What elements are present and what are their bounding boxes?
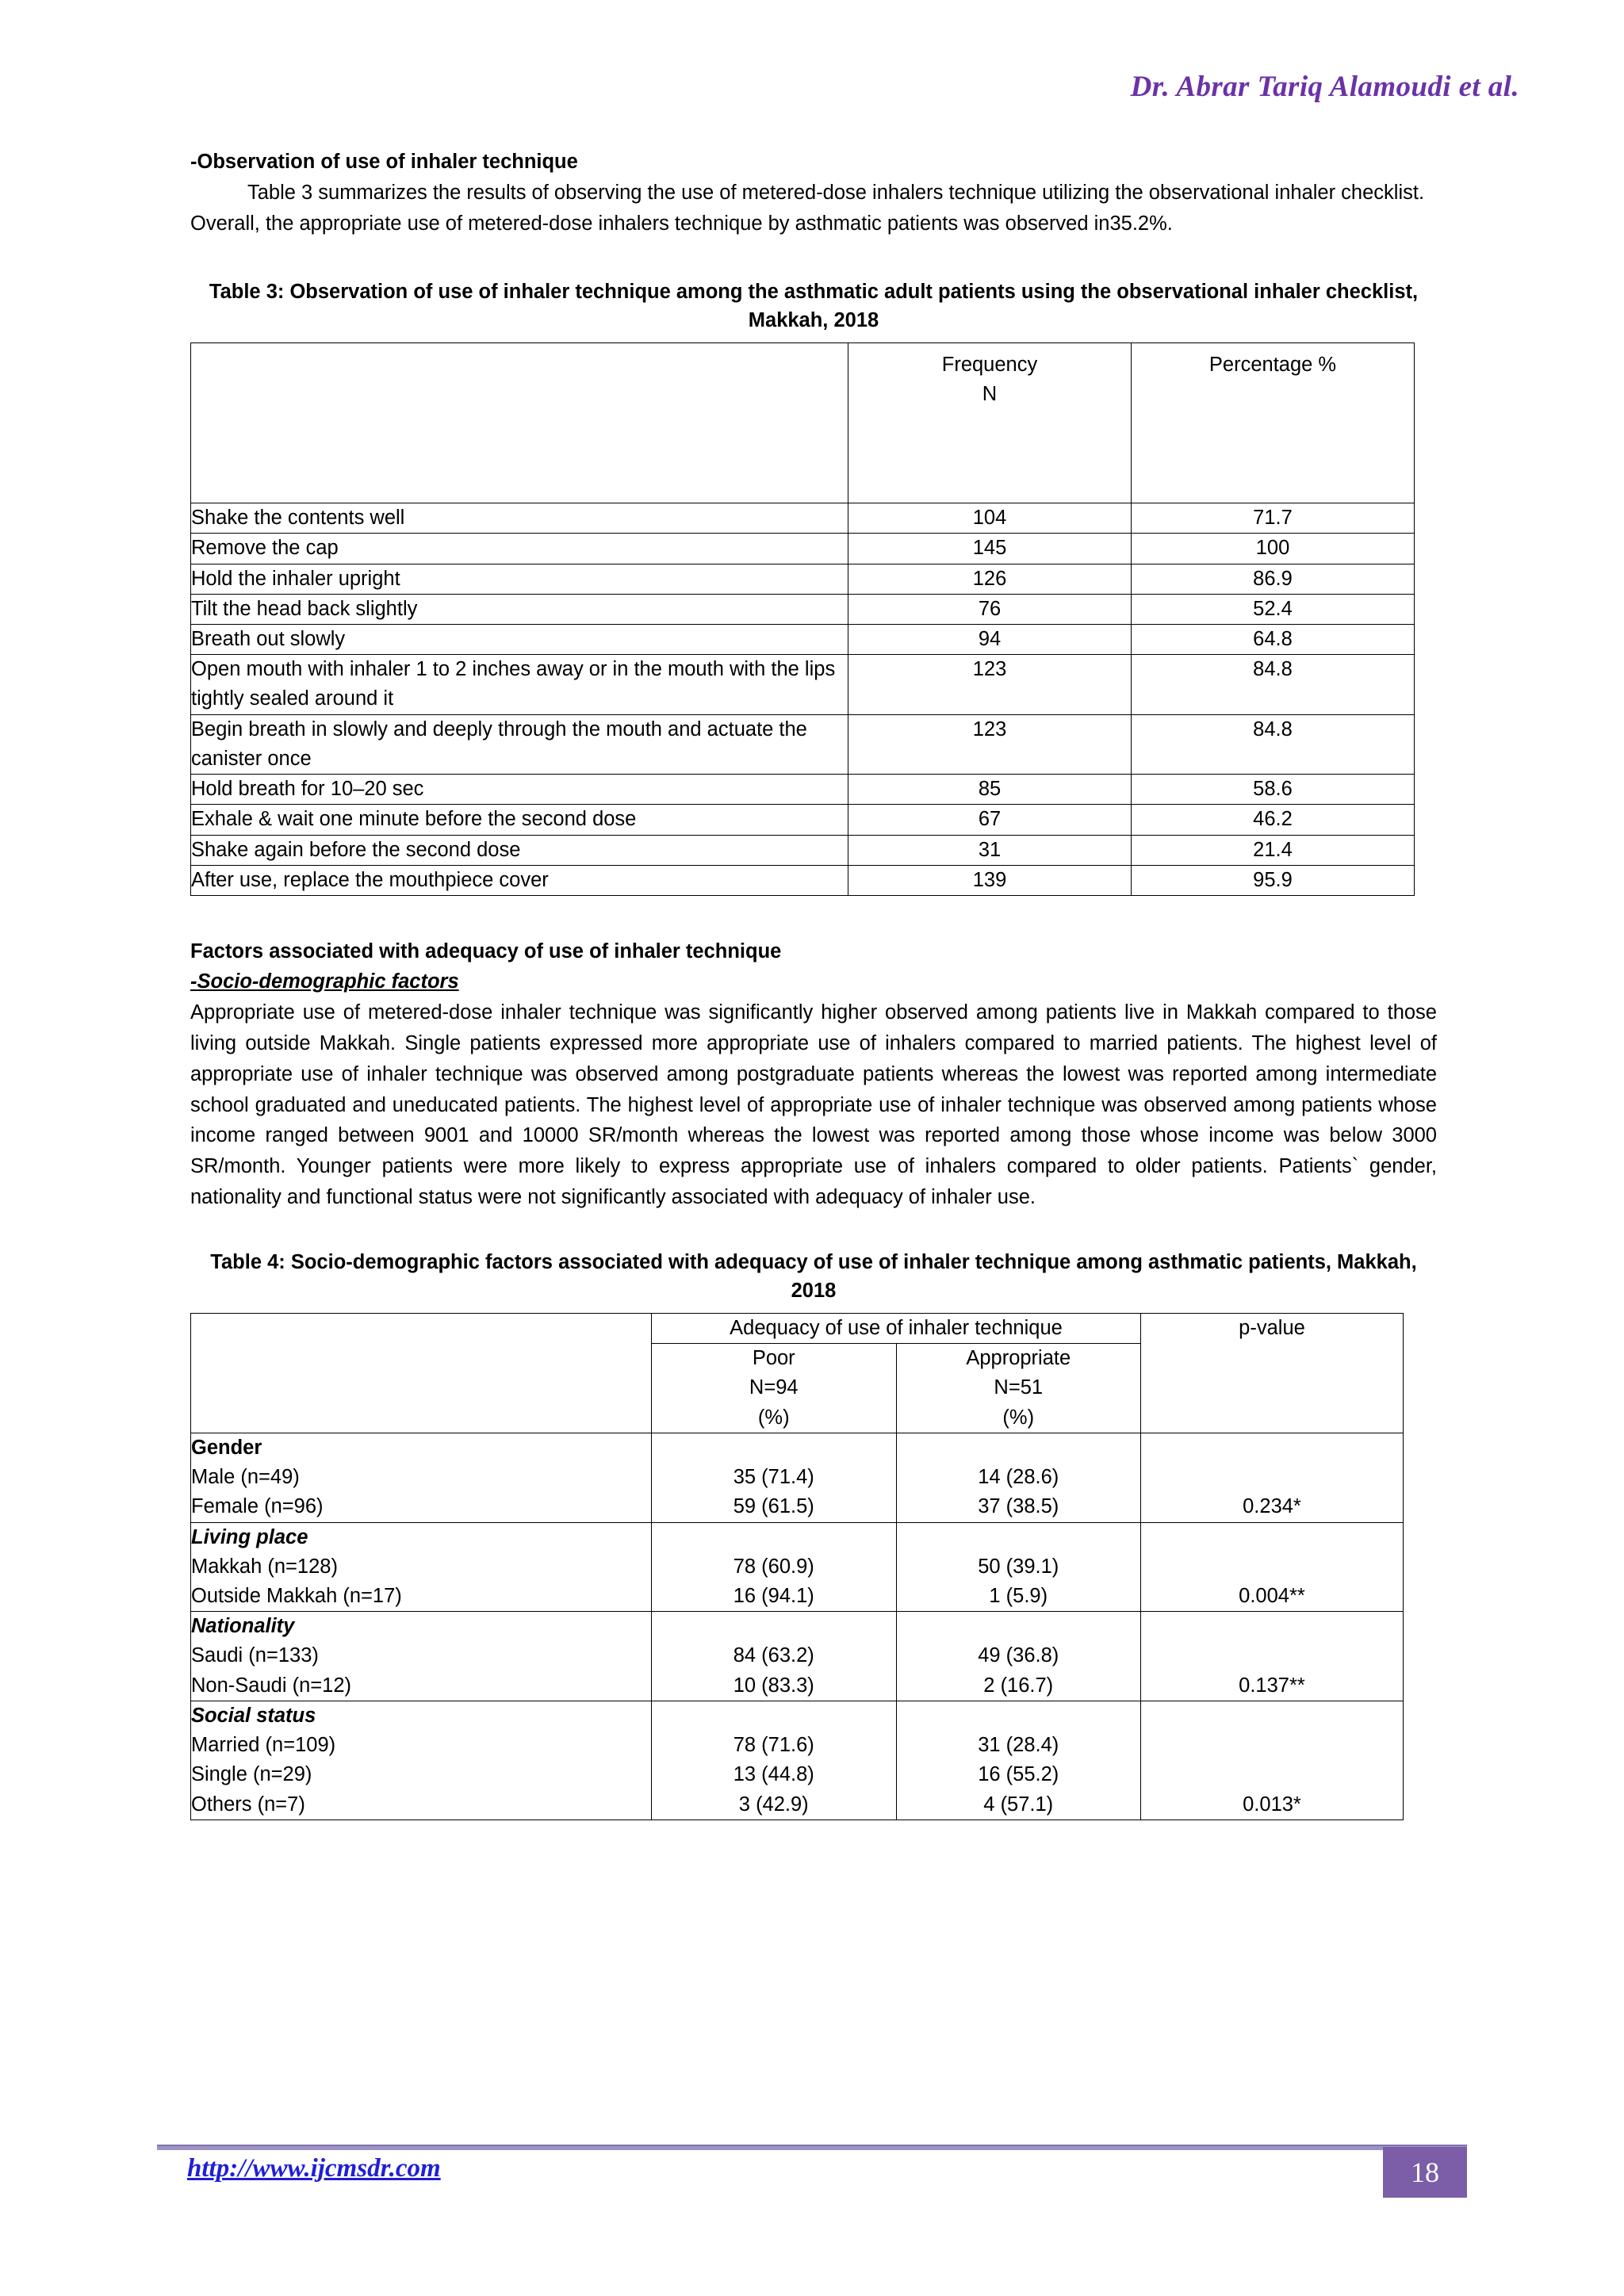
table4-pvalue-text: 0.234* bbox=[1243, 1495, 1301, 1518]
table3-cell-frequency: 145 bbox=[848, 534, 1132, 564]
table4-group-item: Outside Makkah (n=17) bbox=[191, 1584, 402, 1607]
table4-spacer-line bbox=[897, 1523, 1141, 1552]
table4-header-appropriate-line3: (%) bbox=[1002, 1406, 1035, 1429]
table3-cell-frequency: 31 bbox=[848, 835, 1132, 865]
table3-header-frequency bbox=[848, 343, 1132, 503]
table-row bbox=[191, 1612, 1404, 1701]
intro-paragraph-1 bbox=[190, 178, 1437, 209]
table-3 bbox=[190, 342, 1415, 896]
table4-cell-poor-value: 59 (61.5) bbox=[733, 1495, 814, 1518]
table4-spacer-line bbox=[1141, 1731, 1403, 1760]
table4-group-label-cell bbox=[191, 1522, 652, 1612]
table4-group-label: Living place bbox=[191, 1525, 308, 1548]
table4-cell-appropriate-value: 37 (38.5) bbox=[978, 1495, 1059, 1518]
table-row bbox=[191, 805, 1415, 835]
table4-cell-poor-value: 3 (42.9) bbox=[738, 1793, 809, 1816]
table3-cell-percentage: 64.8 bbox=[1132, 624, 1415, 654]
table4-header-blank bbox=[191, 1314, 652, 1433]
table4-cell-pvalue bbox=[1141, 1612, 1404, 1701]
table3-cell-percentage: 52.4 bbox=[1132, 594, 1415, 624]
table4-cell-appropriate bbox=[896, 1701, 1141, 1820]
table3-header-row bbox=[191, 343, 1415, 503]
table-row bbox=[191, 865, 1415, 895]
table3-caption: Table 3: Observation of use of inhaler technique among the asthmatic adult patients using the observational inhaler checklist, Makkah, 2018 bbox=[209, 280, 1419, 331]
table4-group-item: Non-Saudi (n=12) bbox=[191, 1674, 351, 1697]
table4-cell-pvalue bbox=[1141, 1433, 1404, 1522]
table4-pvalue-text: 0.013* bbox=[1243, 1793, 1301, 1816]
table4-cell-appropriate-value: 4 (57.1) bbox=[983, 1793, 1054, 1816]
table4-spacer-line bbox=[1141, 1433, 1403, 1463]
table4-cell-appropriate-value: 16 (55.2) bbox=[978, 1763, 1059, 1786]
table3-cell-item: Begin breath in slowly and deeply through the mouth and actuate the canister once bbox=[191, 714, 848, 774]
table-row bbox=[191, 624, 1415, 654]
table4-spacer-line bbox=[1141, 1552, 1403, 1582]
journal-url-link[interactable]: http://www.ijcmsdr.com bbox=[187, 2154, 441, 2183]
table3-cell-frequency: 94 bbox=[848, 624, 1132, 654]
table3-cell-item: Hold the inhaler upright bbox=[191, 564, 848, 594]
table3-header-percentage: Percentage % bbox=[1132, 343, 1415, 503]
table4-group-label: Gender bbox=[191, 1436, 262, 1459]
table3-body bbox=[191, 343, 1415, 896]
table3-cell-frequency: 123 bbox=[848, 714, 1132, 774]
factors-section-heading: Factors associated with adequacy of use of inhaler technique bbox=[190, 939, 782, 962]
table-row bbox=[191, 1522, 1404, 1612]
table4-header-poor-line1: Poor bbox=[752, 1347, 795, 1370]
table4-spacer-line bbox=[1141, 1641, 1403, 1670]
table-row bbox=[191, 835, 1415, 865]
table4-group-item: Male (n=49) bbox=[191, 1466, 300, 1489]
table-row bbox=[191, 775, 1415, 805]
table4-group-label: Social status bbox=[191, 1704, 316, 1727]
table3-cell-item: Breath out slowly bbox=[191, 624, 848, 654]
table4-cell-pvalue bbox=[1141, 1522, 1404, 1612]
table-row bbox=[191, 503, 1415, 534]
table4-header-appropriate-line2: N=51 bbox=[994, 1376, 1044, 1399]
table-row bbox=[191, 714, 1415, 774]
table3-cell-item: Tilt the head back slightly bbox=[191, 594, 848, 624]
table4-cell-poor-value: 13 (44.8) bbox=[733, 1763, 814, 1786]
table4-cell-appropriate-value: 31 (28.4) bbox=[978, 1734, 1059, 1757]
table3-cell-item: Hold breath for 10–20 sec bbox=[191, 775, 848, 805]
table4-header-poor bbox=[652, 1344, 897, 1433]
table4-body bbox=[191, 1314, 1404, 1820]
table3-cell-item: After use, replace the mouthpiece cover bbox=[191, 865, 848, 895]
table4-cell-poor-value: 10 (83.3) bbox=[733, 1674, 814, 1697]
table4-cell-poor bbox=[652, 1433, 897, 1522]
footer-divider bbox=[157, 2145, 1467, 2150]
table4-header-row-1 bbox=[191, 1314, 1404, 1344]
table3-cell-percentage: 58.6 bbox=[1132, 775, 1415, 805]
table3-header-item bbox=[191, 343, 848, 503]
table4-spacer-line bbox=[1141, 1463, 1403, 1492]
table4-cell-pvalue bbox=[1141, 1701, 1404, 1820]
table4-cell-poor-value: 78 (71.6) bbox=[733, 1734, 814, 1757]
table4-header-adequacy: Adequacy of use of inhaler technique bbox=[652, 1314, 1141, 1344]
table3-cell-item: Open mouth with inhaler 1 to 2 inches away or in the mouth with the lips tightly sealed around it bbox=[191, 655, 848, 714]
table4-cell-appropriate-value: 14 (28.6) bbox=[978, 1466, 1059, 1489]
table4-cell-poor-value: 84 (63.2) bbox=[733, 1644, 814, 1667]
table3-header-frequency-line1: Frequency bbox=[941, 354, 1038, 377]
table4-cell-appropriate bbox=[896, 1433, 1141, 1522]
table-row bbox=[191, 564, 1415, 594]
table4-group-label-cell bbox=[191, 1433, 652, 1522]
table4-spacer-line bbox=[897, 1612, 1141, 1641]
table4-spacer-line bbox=[652, 1433, 896, 1463]
table4-group-item: Others (n=7) bbox=[191, 1793, 305, 1816]
table4-group-item: Female (n=96) bbox=[191, 1495, 324, 1518]
table3-cell-frequency: 85 bbox=[848, 775, 1132, 805]
table4-pvalue-text: 0.137** bbox=[1239, 1674, 1305, 1697]
observation-section-heading: -Observation of use of inhaler technique bbox=[190, 151, 578, 173]
factors-paragraph: Appropriate use of metered-dose inhaler technique was significantly higher observed among patients live in Makkah compared to those living outside Makkah. Single patients expressed more appropriate use of inhalers compared to married patients. The highest level of appropriate use of inhaler technique was observed among postgraduate patients whereas the lowest was reported among intermediate school graduated and uneducated patients. The highest level of appropriate use of inhaler technique was observed among patients whose income ranged between 9001 and 10000 SR/month whereas the lowest was reported among those whose income was below 3000 SR/month. Younger patients were more likely to express appropriate use of inhalers compared to older patients. Patients` gender, nationality and functional status were not significantly associated with adequacy of inhaler use. bbox=[190, 1001, 1437, 1208]
table4-group-item: Single (n=29) bbox=[191, 1763, 312, 1786]
table3-cell-percentage: 71.7 bbox=[1132, 503, 1415, 534]
running-head: Dr. Abrar Tariq Alamoudi et al. bbox=[1130, 71, 1519, 103]
socio-demographic-subheading: -Socio-demographic factors bbox=[190, 970, 459, 993]
table3-cell-percentage: 21.4 bbox=[1132, 835, 1415, 865]
table3-cell-item: Shake the contents well bbox=[191, 503, 848, 534]
intro-paragraph-1-text: Table 3 summarizes the results of observing the use of metered-dose inhalers technique utilizing the observational inhaler checklist. bbox=[247, 182, 1425, 205]
table3-cell-item: Remove the cap bbox=[191, 534, 848, 564]
table-row bbox=[191, 655, 1415, 714]
table4-pvalue-text: 0.004** bbox=[1239, 1584, 1305, 1607]
table3-cell-percentage: 86.9 bbox=[1132, 564, 1415, 594]
table3-cell-item: Exhale & wait one minute before the second dose bbox=[191, 805, 848, 835]
table-row bbox=[191, 594, 1415, 624]
table4-header-pvalue: p-value bbox=[1141, 1314, 1404, 1433]
table4-group-label-cell bbox=[191, 1612, 652, 1701]
table3-cell-percentage: 100 bbox=[1132, 534, 1415, 564]
table3-cell-frequency: 104 bbox=[848, 503, 1132, 534]
table4-spacer-line bbox=[1141, 1523, 1403, 1552]
table4-header-appropriate bbox=[896, 1344, 1141, 1433]
table3-cell-percentage: 46.2 bbox=[1132, 805, 1415, 835]
table4-group-item: Saudi (n=133) bbox=[191, 1644, 319, 1667]
table4-spacer-line bbox=[1141, 1701, 1403, 1731]
table4-spacer-line bbox=[1141, 1612, 1403, 1641]
table3-cell-percentage: 84.8 bbox=[1132, 655, 1415, 714]
table3-cell-frequency: 67 bbox=[848, 805, 1132, 835]
table4-spacer-line bbox=[652, 1701, 896, 1731]
table3-cell-frequency: 76 bbox=[848, 594, 1132, 624]
table3-cell-item: Shake again before the second dose bbox=[191, 835, 848, 865]
table4-cell-appropriate-value: 1 (5.9) bbox=[989, 1584, 1048, 1607]
table4-cell-appropriate bbox=[896, 1612, 1141, 1701]
table-4 bbox=[190, 1313, 1404, 1820]
table3-cell-frequency: 123 bbox=[848, 655, 1132, 714]
table3-header-frequency-line2: N bbox=[982, 383, 998, 406]
table-row bbox=[191, 1433, 1404, 1522]
intro-paragraph-2: Overall, the appropriate use of metered-dose inhalers technique by asthmatic patients was observed in35.2%. bbox=[190, 212, 1173, 235]
table4-cell-appropriate bbox=[896, 1522, 1141, 1612]
table4-caption: Table 4: Socio-demographic factors associated with adequacy of use of inhaler technique among asthmatic patients, Makkah, 2018 bbox=[210, 1250, 1417, 1302]
table-row bbox=[191, 1701, 1404, 1820]
page-content bbox=[190, 147, 1437, 1820]
table4-cell-appropriate-value: 2 (16.7) bbox=[983, 1674, 1054, 1697]
page-number-badge: 18 bbox=[1383, 2147, 1467, 2198]
table4-cell-poor-value: 78 (60.9) bbox=[733, 1555, 814, 1578]
table4-cell-poor-value: 16 (94.1) bbox=[733, 1584, 814, 1607]
table3-cell-frequency: 126 bbox=[848, 564, 1132, 594]
table4-cell-poor bbox=[652, 1522, 897, 1612]
table4-spacer-line bbox=[897, 1701, 1141, 1731]
table4-header-appropriate-line1: Appropriate bbox=[966, 1347, 1071, 1370]
table-row bbox=[191, 534, 1415, 564]
table4-cell-appropriate-value: 49 (36.8) bbox=[978, 1644, 1059, 1667]
table4-cell-poor bbox=[652, 1701, 897, 1820]
table4-group-label-cell bbox=[191, 1701, 652, 1820]
table4-group-item: Makkah (n=128) bbox=[191, 1555, 338, 1578]
table4-group-item: Married (n=109) bbox=[191, 1734, 336, 1757]
table4-cell-appropriate-value: 50 (39.1) bbox=[978, 1555, 1059, 1578]
table3-cell-percentage: 95.9 bbox=[1132, 865, 1415, 895]
table4-spacer-line bbox=[652, 1523, 896, 1552]
table4-header-poor-line2: N=94 bbox=[749, 1376, 799, 1399]
table4-spacer-line bbox=[652, 1612, 896, 1641]
table3-cell-frequency: 139 bbox=[848, 865, 1132, 895]
table4-cell-poor bbox=[652, 1612, 897, 1701]
table4-group-label: Nationality bbox=[191, 1615, 295, 1638]
table4-spacer-line bbox=[1141, 1760, 1403, 1789]
table4-header-poor-line3: (%) bbox=[757, 1406, 790, 1429]
table4-spacer-line bbox=[897, 1433, 1141, 1463]
table4-cell-poor-value: 35 (71.4) bbox=[733, 1466, 814, 1489]
table3-cell-percentage: 84.8 bbox=[1132, 714, 1415, 774]
